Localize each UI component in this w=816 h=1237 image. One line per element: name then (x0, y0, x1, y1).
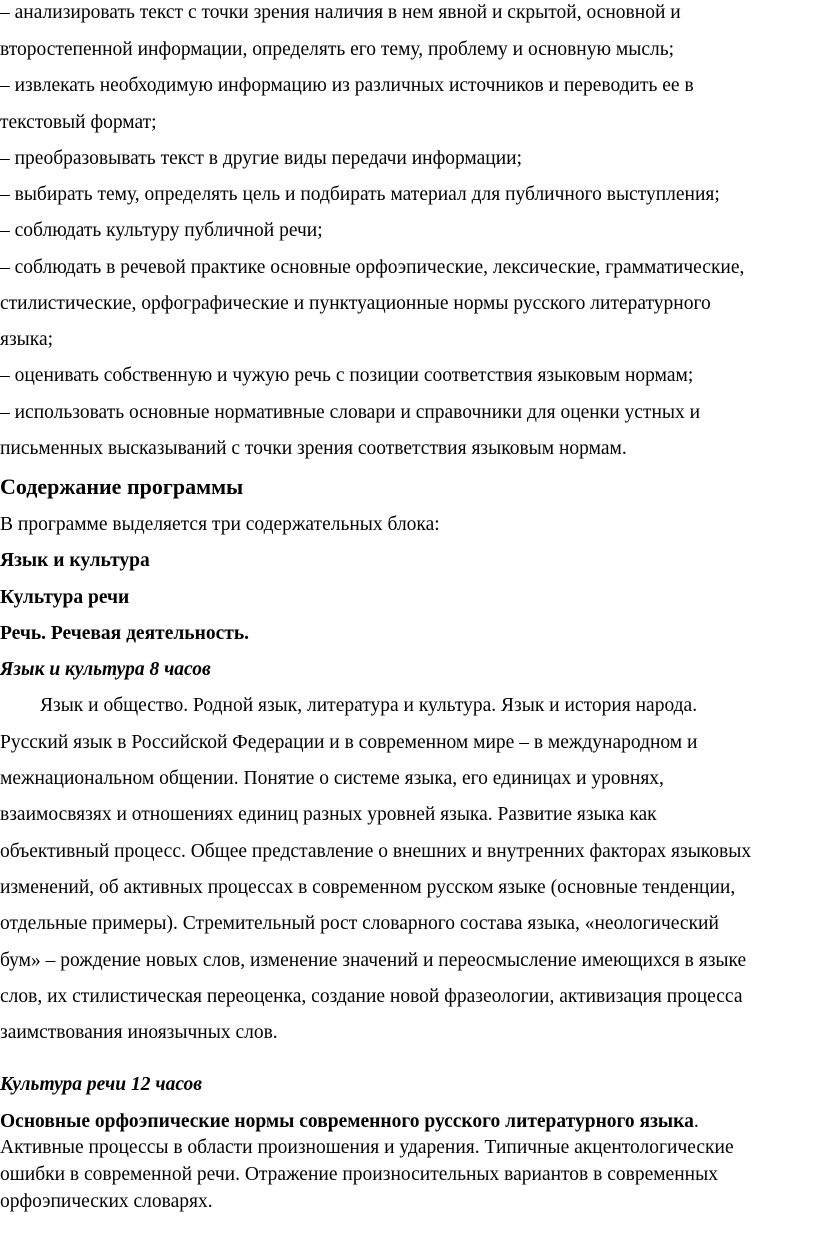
program-block-item: Культура речи (0, 587, 130, 608)
skills-line: – анализировать текст с точки зрения наличия в нем явной и скрытой, основной и (0, 2, 681, 23)
paragraph-line: межнациональном общении. Понятие о системе языка, его единицах и уровнях, (0, 768, 664, 789)
subheading-text: Основные орфоэпические нормы современного русского литературного языка (0, 1111, 694, 1132)
paragraph-line: ошибки в современной речи. Отражение произносительных вариантов в современных (0, 1164, 718, 1185)
paragraph-line: изменений, об активных процессах в современном русском языке (основные тенденции, (0, 877, 736, 898)
paragraph-line: орфоэпических словарях. (0, 1191, 213, 1212)
paragraph-line: объективный процесс. Общее представление о внешних и внутренних факторах языковых (0, 841, 752, 862)
skills-line: второстепенной информации, определять его тему, проблему и основную мысль; (0, 39, 675, 60)
skills-line: стилистические, орфографические и пунктуационные нормы русского литературного (0, 293, 711, 314)
skills-line: – выбирать тему, определять цель и подбирать материал для публичного выступления; (0, 184, 720, 205)
paragraph-line: слов, их стилистическая переоценка, создание новой фразеологии, активизация процесса (0, 986, 743, 1007)
section-title-language-culture: Язык и культура 8 часов (0, 659, 211, 680)
skills-line: – оценивать собственную и чужую речь с позиции соответствия языковым нормам; (0, 365, 694, 386)
skills-line: – извлекать необходимую информацию из различных источников и переводить ее в (0, 75, 694, 96)
subheading-orthoepic-norms (0, 1112, 699, 1132)
paragraph-line: взаимосвязях и отношениях единиц разных уровней языка. Развитие языка как (0, 804, 657, 825)
section-title-speech-culture: Культура речи 12 часов (0, 1074, 202, 1095)
skills-line: – соблюдать в речевой практике основные орфоэпические, лексические, грамматические, (0, 257, 745, 278)
paragraph-line: бум» – рождение новых слов, изменение значений и переосмысление имеющихся в языке (0, 950, 747, 971)
subheading-period: . (693, 1111, 699, 1132)
paragraph-line: Язык и общество. Родной язык, литература и культура. Язык и история народа. (40, 695, 698, 716)
program-block-item: Язык и культура (0, 550, 150, 571)
paragraph-line: Русский язык в Российской Федерации и в современном мире – в международном и (0, 732, 698, 753)
paragraph-line: Активные процессы в области произношения и ударения. Типичные акцентологические (0, 1137, 734, 1158)
skills-line: языка; (0, 329, 54, 350)
skills-line: письменных высказываний с точки зрения соответствия языковым нормам. (0, 438, 627, 459)
paragraph-line: заимствования иноязычных слов. (0, 1022, 278, 1043)
skills-line: текстовый формат; (0, 112, 157, 133)
paragraph-line: отдельные примеры). Стремительный рост словарного состава языка, «неологический (0, 913, 719, 934)
program-heading: Содержание программы (0, 474, 244, 499)
skills-line: – использовать основные нормативные словари и справочники для оценки устных и (0, 402, 701, 423)
skills-line: – преобразовывать текст в другие виды передачи информации; (0, 148, 522, 169)
program-block-item: Речь. Речевая деятельность. (0, 623, 250, 644)
skills-line: – соблюдать культуру публичной речи; (0, 220, 323, 241)
program-intro: В программе выделяется три содержательных блока: (0, 514, 440, 535)
